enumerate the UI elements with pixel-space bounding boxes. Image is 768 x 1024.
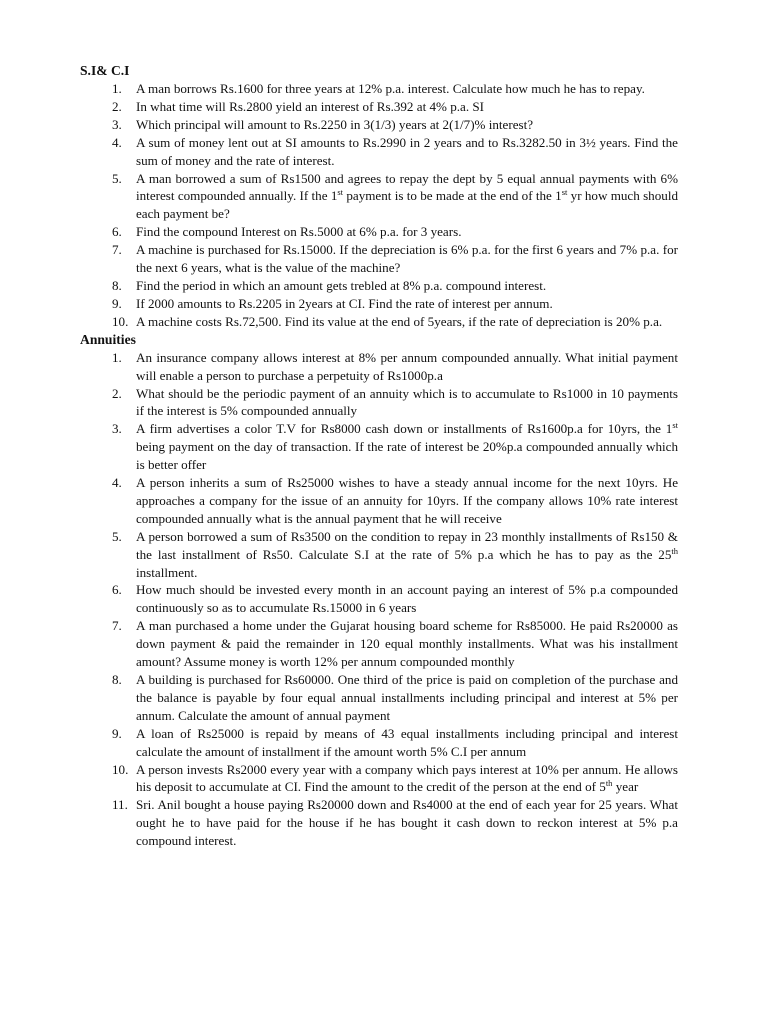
question-text: A person inherits a sum of Rs25000 wishes to have a steady annual income for the next 10yrs. He approaches a company for the issue of an annuity for 10yrs. If the company allows 10% rate interest compounded annually what is the annual payment that he will receive bbox=[136, 475, 678, 526]
question-text bbox=[136, 421, 678, 472]
question-text: A machine costs Rs.72,500. Find its value at the end of 5years, if the rate of depreciation is 20% p.a. bbox=[136, 313, 663, 329]
ordinal-suffix: st bbox=[672, 420, 678, 431]
question-text: A machine is purchased for Rs.15000. If the depreciation is 6% p.a. for the first 6 years and 7% p.a. for the next 6 years, what is the value of the machine? bbox=[136, 242, 678, 276]
question-number: 9. bbox=[112, 725, 122, 741]
question-number: 1. bbox=[112, 81, 122, 96]
question-text bbox=[136, 171, 678, 222]
question-item bbox=[80, 134, 678, 170]
question-text-part: A firm advertises a color T.V for Rs8000 cash down or installments of Rs1600p.a for 10yrs, the 1 bbox=[136, 421, 673, 437]
ordinal-suffix: th bbox=[671, 545, 678, 556]
question-text: An insurance company allows interest at 8% per annum compounded annually. What initial payment will enable a person to purchase a perpetuity of Rs1000p.a bbox=[136, 349, 678, 383]
question-item bbox=[80, 116, 678, 134]
section-heading-si-ci: S.I& C.I bbox=[80, 63, 130, 78]
question-text: If 2000 amounts to Rs.2205 in 2years at CI. Find the rate of interest per annum. bbox=[136, 295, 553, 311]
question-text-part: yr how much should each payment be? bbox=[136, 188, 678, 222]
question-text-part: year bbox=[612, 779, 639, 795]
question-text: Sri. Anil bought a house paying Rs20000 down and Rs4000 at the end of each year for 25 years. What ought he to have paid for the house if he has bought it cash down to reckon interest at 5% p.a compound interest. bbox=[136, 797, 678, 849]
question-item bbox=[80, 80, 678, 98]
question-number: 8. bbox=[112, 672, 122, 687]
question-item bbox=[80, 98, 678, 116]
question-number: 2. bbox=[112, 385, 122, 401]
question-item bbox=[80, 313, 678, 331]
question-text bbox=[136, 529, 678, 580]
question-number: 5. bbox=[112, 170, 122, 186]
question-item bbox=[80, 277, 678, 295]
question-text-part: A person invests Rs2000 every year with a company which pays interest at 10% per annum. He allows his deposit to accumulate at CI. Find the amount to the credit of the person at the end of 5 bbox=[136, 761, 678, 795]
question-number: 8. bbox=[112, 277, 122, 293]
question-number: 11. bbox=[112, 797, 128, 813]
question-number: 7. bbox=[112, 242, 122, 258]
question-text: A loan of Rs25000 is repaid by means of 43 equal installments including principal and interest calculate the amount of installment if the amount worth 5% C.I per annum bbox=[136, 725, 678, 759]
question-item bbox=[80, 349, 678, 385]
question-number: 10. bbox=[112, 761, 129, 777]
question-item bbox=[80, 761, 678, 797]
question-number: 6. bbox=[112, 224, 122, 240]
question-number: 1. bbox=[112, 349, 122, 365]
question-item bbox=[80, 671, 678, 725]
question-text: How much should be invested every month in an account paying an interest of 5% p.a compounded continuously so as to accumulate Rs.15000 in 6 years bbox=[136, 582, 678, 616]
question-number: 2. bbox=[112, 98, 122, 114]
question-number: 7. bbox=[112, 618, 122, 634]
question-number: 3. bbox=[112, 116, 122, 132]
question-number: 4. bbox=[112, 475, 122, 491]
question-item bbox=[80, 223, 678, 241]
question-item bbox=[80, 725, 678, 761]
question-text: In what time will Rs.2800 yield an interest of Rs.392 at 4% p.a. SI bbox=[136, 98, 485, 114]
question-number: 4. bbox=[112, 134, 122, 150]
section-heading-annuities: Annuities bbox=[80, 331, 136, 347]
question-item bbox=[80, 420, 678, 474]
question-item bbox=[80, 241, 678, 277]
question-text: A sum of money lent out at SI amounts to Rs.2990 in 2 years and to Rs.3282.50 in 3½ years. Find the sum of money and the rate of interest. bbox=[136, 134, 678, 168]
question-text: A building is purchased for Rs60000. One third of the price is paid on completion of the purchase and the balance is payable by four equal annual installments including principal and interest at 5% per annum. Calculate the amount of annual payment bbox=[136, 672, 678, 723]
question-number: 5. bbox=[112, 528, 122, 544]
question-text: What should be the periodic payment of an annuity which is to accumulate to Rs1000 in 10 payments if the interest is 5% compounded annually bbox=[136, 385, 678, 419]
si-ci-question-list bbox=[80, 80, 678, 331]
question-text: Which principal will amount to Rs.2250 in 3(1/3) years at 2(1/7)% interest? bbox=[136, 116, 534, 132]
question-number: 10. bbox=[112, 313, 129, 329]
question-text bbox=[136, 762, 678, 795]
ordinal-suffix: st bbox=[561, 187, 568, 198]
question-item bbox=[80, 617, 678, 671]
worksheet-content bbox=[80, 62, 678, 850]
question-text: Find the compound Interest on Rs.5000 at 6% p.a. for 3 years. bbox=[136, 224, 462, 240]
question-text-part: payment is to be made at the end of the 1 bbox=[343, 188, 562, 204]
question-text-part: installment. bbox=[136, 564, 198, 580]
question-item bbox=[80, 474, 678, 528]
question-text: A man borrows Rs.1600 for three years at 12% p.a. interest. Calculate how much he has to repay. bbox=[136, 81, 645, 96]
question-number: 6. bbox=[112, 582, 122, 598]
question-text-part: A person borrowed a sum of Rs3500 on the condition to repay in 23 monthly installments of Rs150 & the last installment of Rs50. Calculate S.I at the rate of 5% p.a which he has to pay as the 25 bbox=[136, 528, 678, 562]
question-item bbox=[80, 385, 678, 421]
question-number: 3. bbox=[112, 421, 122, 437]
question-text-part: A man borrowed a sum of Rs1500 and agrees to repay the dept by 5 equal annual payments with 6% interest compounded annually. If the 1 bbox=[136, 170, 678, 204]
question-text: A man purchased a home under the Gujarat housing board scheme for Rs85000. He paid Rs20000 as down payment & paid the remainder in 120 equal monthly installments. What was his installment amount? Assume money is worth 12% per annum compounded monthly bbox=[136, 618, 678, 670]
question-item bbox=[80, 796, 678, 850]
ordinal-suffix: th bbox=[605, 778, 613, 789]
question-item bbox=[80, 528, 678, 582]
question-item bbox=[80, 170, 678, 224]
question-item bbox=[80, 295, 678, 313]
annuities-question-list bbox=[80, 349, 678, 850]
question-item bbox=[80, 581, 678, 617]
question-number: 9. bbox=[112, 295, 122, 311]
question-text-part: being payment on the day of transaction. If the rate of interest be 20%p.a compounded annually which is better offer bbox=[136, 439, 678, 473]
question-text: Find the period in which an amount gets trebled at 8% p.a. compound interest. bbox=[136, 277, 547, 293]
ordinal-suffix: st bbox=[337, 187, 344, 198]
